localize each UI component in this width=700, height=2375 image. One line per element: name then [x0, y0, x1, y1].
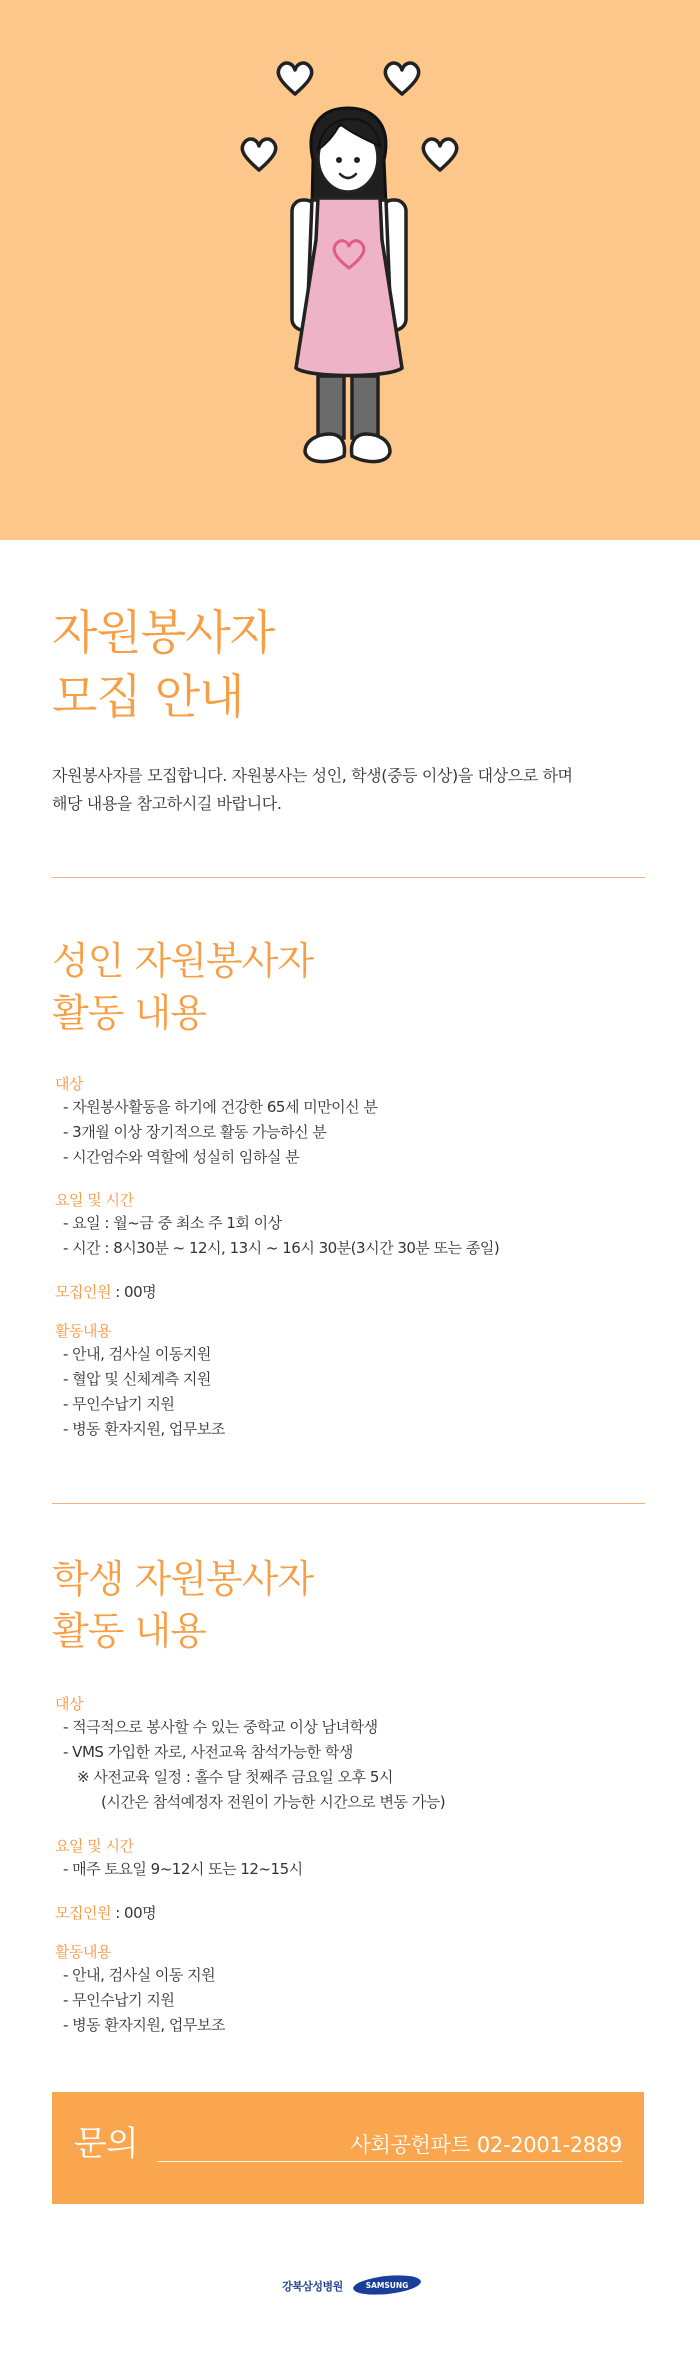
- adult-recruit-value: : 00명: [110, 1283, 157, 1301]
- student-title-line-1: 학생 자원봉사자: [52, 1557, 314, 1601]
- student-section-title: [52, 1553, 313, 1657]
- contact-underline: [157, 2161, 622, 2162]
- adult-schedule-label: 요일 및 시간: [55, 1191, 134, 1209]
- contact-title: 문의: [74, 2124, 138, 2164]
- student-recruit-label: 모집인원: [55, 1904, 111, 1922]
- student-recruit-value: : 00명: [110, 1904, 157, 1922]
- list-note: (시간은 참석예정자 전원이 가능한 시간으로 변동 가능): [101, 1793, 446, 1811]
- heart-icon: [423, 139, 456, 170]
- student-activity-label: 활동내용: [55, 1943, 111, 1961]
- heart-icon: [278, 63, 311, 94]
- adult-section-title: [52, 935, 313, 1039]
- list-item: - 요일 : 월~금 중 최소 주 1회 이상: [63, 1214, 282, 1232]
- list-note: ※ 사전교육 일정 : 홀수 달 첫째주 금요일 오후 5시: [77, 1768, 393, 1786]
- intro-line: 자원봉사자를 모집합니다. 자원봉사는 성인, 학생(중등 이상)을 대상으로 하며: [52, 766, 573, 785]
- adult-activity-block: [55, 1320, 655, 1442]
- list-item: - 무인수납기 지원: [63, 1991, 175, 2009]
- svg-text:SAMSUNG: SAMSUNG: [365, 2281, 409, 2290]
- student-recruit-block: [55, 1902, 655, 1924]
- list-item: - 시간 : 8시30분 ~ 12시, 13시 ~ 16시 30분(3시간 30분 또는 종일): [63, 1239, 500, 1257]
- adult-schedule-block: [55, 1189, 655, 1261]
- intro-line: 해당 내용을 참고하시길 바랍니다.: [52, 794, 282, 813]
- list-item: - 무인수납기 지원: [63, 1395, 175, 1413]
- footer-logos: [0, 2272, 700, 2302]
- list-item: - 안내, 검사실 이동 지원: [63, 1966, 216, 1984]
- adult-recruit-label: 모집인원: [55, 1283, 111, 1301]
- list-item: - 자원봉사활동을 하기에 건강한 65세 미만이신 분: [63, 1098, 378, 1116]
- adult-target-block: [55, 1073, 655, 1170]
- student-activity-block: [55, 1941, 655, 2038]
- section-divider: [52, 877, 645, 878]
- samsung-logo: [352, 2274, 422, 2296]
- page-title-line-1: 자원봉사자: [52, 606, 275, 661]
- list-item: - 3개월 이상 장기적으로 활동 가능하신 분: [63, 1123, 327, 1141]
- list-item: - 혈압 및 신체계측 지원: [63, 1370, 211, 1388]
- list-item: - 병동 환자지원, 업무보조: [63, 1420, 225, 1438]
- page-title-line-2: 모집 안내: [52, 670, 244, 725]
- list-item: - 적극적으로 봉사할 수 있는 중학교 이상 남녀학생: [63, 1718, 378, 1736]
- hospital-logo: 강북삼성병원: [282, 2280, 343, 2293]
- contact-box: [52, 2092, 644, 2204]
- adult-title-line-2: 활동 내용: [52, 991, 206, 1035]
- student-target-label: 대상: [55, 1695, 83, 1713]
- heart-icon: [385, 63, 418, 94]
- student-title-line-2: 활동 내용: [52, 1609, 206, 1653]
- student-target-block: [55, 1693, 655, 1815]
- contact-phone[interactable]: 사회공헌파트 02-2001-2889: [350, 2133, 622, 2157]
- hero-banner: [0, 0, 700, 540]
- section-divider: [52, 1503, 645, 1504]
- page-title: [52, 602, 274, 730]
- list-item: - 시간엄수와 역할에 성실히 임하실 분: [63, 1148, 300, 1166]
- heart-icon: [242, 139, 275, 170]
- adult-recruit-block: [55, 1281, 655, 1303]
- adult-target-label: 대상: [55, 1075, 83, 1093]
- list-item: - 안내, 검사실 이동지원: [63, 1345, 211, 1363]
- list-item: - 병동 환자지원, 업무보조: [63, 2016, 225, 2034]
- volunteer-illustration: [0, 0, 700, 540]
- student-schedule-label: 요일 및 시간: [55, 1837, 134, 1855]
- list-item: - VMS 가입한 자로, 사전교육 참석가능한 학생: [63, 1743, 353, 1761]
- adult-activity-label: 활동내용: [55, 1322, 111, 1340]
- student-schedule-block: [55, 1835, 655, 1882]
- intro-text: [52, 762, 652, 818]
- adult-title-line-1: 성인 자원봉사자: [52, 939, 314, 983]
- list-item: - 매주 토요일 9~12시 또는 12~15시: [63, 1860, 303, 1878]
